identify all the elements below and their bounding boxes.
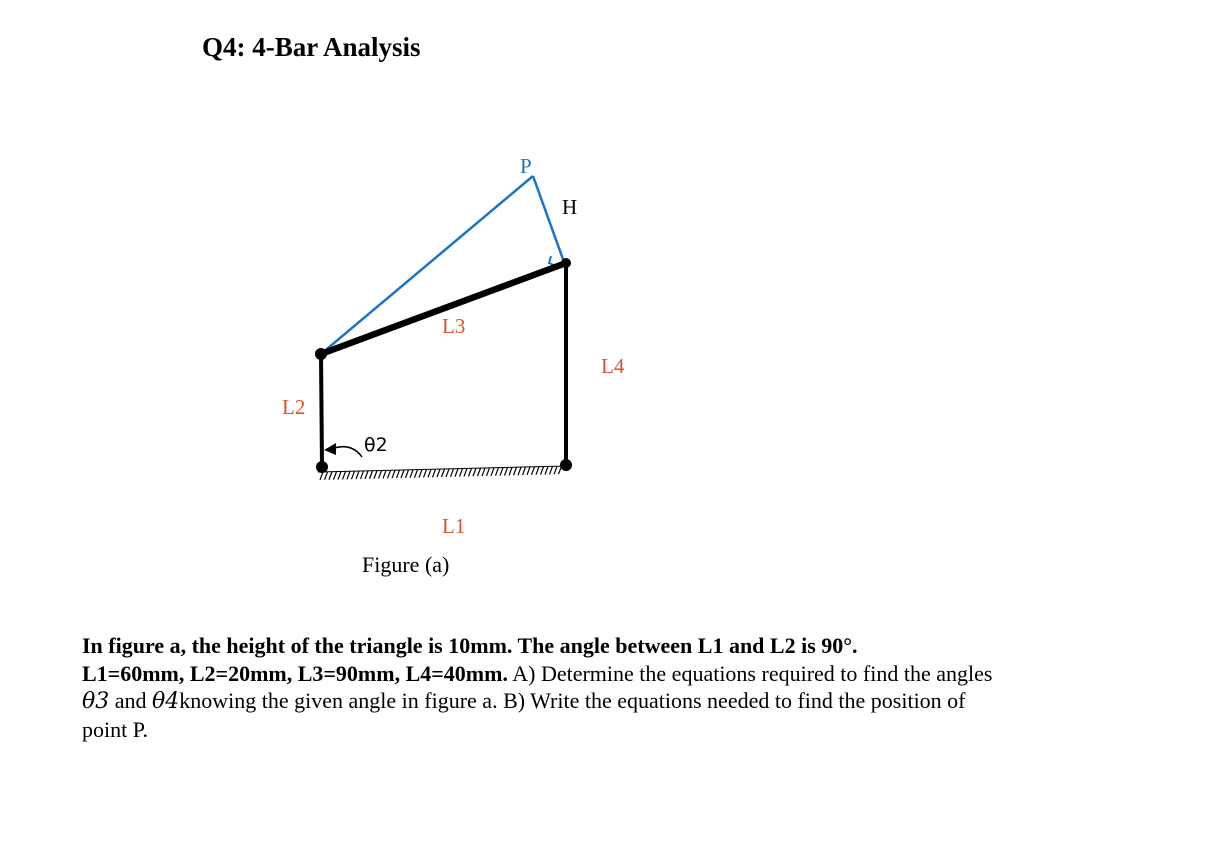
hatch-mark: [320, 472, 323, 480]
label-theta2: θ2: [364, 434, 388, 456]
triangle-side-height: [533, 176, 564, 262]
figure-caption: Figure (a): [362, 552, 450, 577]
hatch-mark: [469, 468, 472, 476]
hatch-mark: [401, 470, 404, 478]
triangle-side-left: [321, 176, 533, 354]
hatch-mark: [460, 469, 463, 477]
hatch-mark: [343, 471, 346, 479]
question-line-3: [82, 687, 1142, 716]
hatch-mark: [482, 468, 485, 476]
hatch-mark: [455, 469, 458, 477]
label-l4: L4: [601, 354, 625, 378]
hatch-mark: [478, 468, 481, 476]
hatch-mark: [410, 470, 413, 478]
hatch-mark: [388, 470, 391, 478]
hatch-mark: [325, 472, 328, 480]
hatch-mark: [523, 467, 526, 475]
theta2-arc: [334, 447, 362, 457]
hatch-mark: [491, 468, 494, 476]
question-given-lengths: L1=60mm, L2=20mm, L3=90mm, L4=40mm.: [82, 660, 508, 686]
hatch-mark: [487, 468, 490, 476]
hatch-mark: [424, 469, 427, 477]
hatch-mark: [518, 467, 521, 475]
hatch-mark: [532, 467, 535, 475]
joint-ground-right: [560, 459, 572, 471]
hatch-mark: [428, 469, 431, 477]
hatch-mark: [514, 467, 517, 475]
hatch-mark: [527, 467, 530, 475]
hatch-mark: [473, 468, 476, 476]
hatch-mark: [397, 470, 400, 478]
question-part-a-start: A) Determine the equations required to find the angles: [507, 660, 993, 686]
hatch-mark: [550, 466, 553, 474]
question-line-1: [82, 632, 1142, 660]
hatch-mark: [383, 470, 386, 478]
hatch-mark: [451, 469, 454, 477]
label-l2: L2: [282, 395, 306, 419]
hatch-mark: [500, 468, 503, 476]
question-end: point P.: [82, 716, 149, 742]
and-text: and: [109, 688, 153, 713]
question-text: [82, 632, 1142, 743]
joint-ground-left: [316, 461, 328, 473]
question-line-2: [82, 660, 1142, 688]
label-p: P: [520, 154, 532, 178]
label-l1: L1: [442, 514, 466, 538]
hatch-mark: [361, 471, 364, 479]
hatch-mark: [433, 469, 436, 477]
hatch-mark: [536, 467, 539, 475]
hatch-mark: [329, 472, 332, 480]
hatch-mark: [505, 467, 508, 475]
label-h: H: [562, 195, 578, 219]
hatch-mark: [419, 470, 422, 478]
hatch-mark: [347, 471, 350, 479]
hatch-mark: [415, 470, 418, 478]
question-line-4: [82, 716, 1142, 744]
hatch-mark: [496, 468, 499, 476]
hatch-mark: [446, 469, 449, 477]
ground-hatching: [320, 466, 562, 480]
link-l3: [321, 263, 566, 354]
hatch-mark: [379, 471, 382, 479]
question-part-b: knowing the given angle in figure a. B) Write the equations needed to find the position of: [179, 688, 966, 713]
hatch-mark: [392, 470, 395, 478]
hatch-mark: [334, 472, 337, 480]
label-l3: L3: [442, 314, 466, 338]
theta2-arrowhead-icon: [324, 443, 336, 455]
hatch-mark: [406, 470, 409, 478]
hatch-mark: [509, 467, 512, 475]
hatch-mark: [365, 471, 368, 479]
hatch-mark: [352, 471, 355, 479]
theta4-symbol: θ4: [152, 689, 180, 714]
question-given-statement: In figure a, the height of the triangle is 10mm. The angle between L1 and L2 is 90°.: [82, 633, 858, 658]
hatch-mark: [374, 471, 377, 479]
hatch-mark: [464, 468, 467, 476]
hatch-mark: [442, 469, 445, 477]
hatch-mark: [554, 466, 557, 474]
theta3-symbol: θ3: [82, 689, 110, 714]
link-l2: [321, 354, 322, 467]
hatch-mark: [545, 467, 548, 475]
hatch-mark: [370, 471, 373, 479]
question-title: Q4: 4-Bar Analysis: [202, 32, 421, 62]
hatch-mark: [356, 471, 359, 479]
hatch-mark: [338, 472, 341, 480]
hatch-mark: [541, 467, 544, 475]
hatch-mark: [437, 469, 440, 477]
joint-l3-l4: [561, 258, 571, 268]
joint-l2-l3: [315, 348, 327, 360]
